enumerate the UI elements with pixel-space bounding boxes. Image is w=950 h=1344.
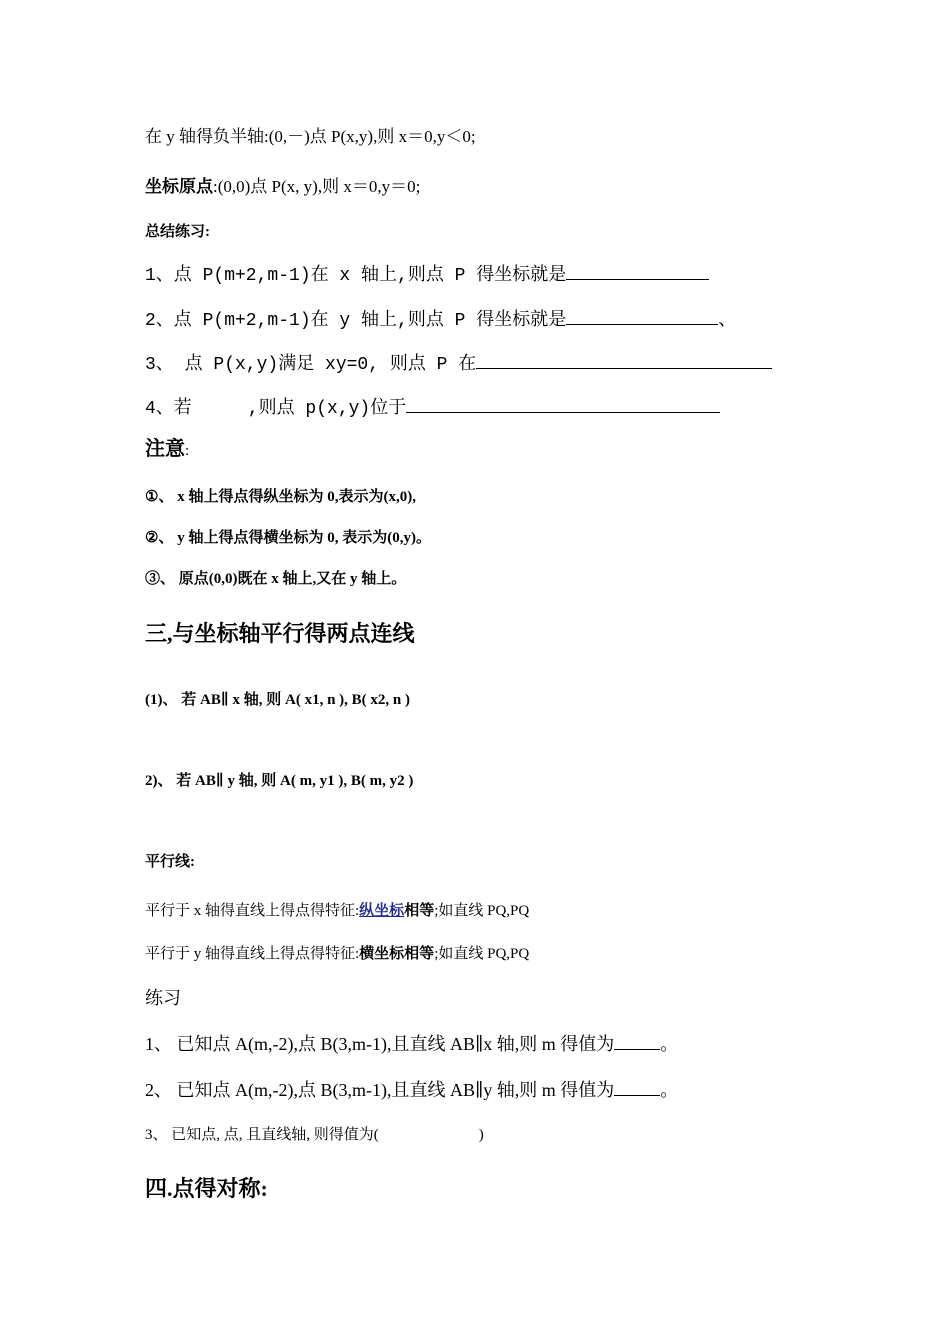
note-title-text: 注意 (145, 438, 185, 460)
summary-title: 总结练习: (145, 224, 210, 240)
answer-blank-3[interactable] (476, 352, 772, 369)
origin-label: 坐标原点 (145, 177, 213, 196)
vertical-coordinate-link[interactable]: 纵坐标 (359, 903, 405, 919)
exercise-1-tail: 。 (660, 1034, 679, 1054)
exercise-3-close: ) (478, 1127, 484, 1143)
note-title-colon: : (185, 443, 190, 459)
parallel-y-equal: 横坐标相等 (359, 946, 435, 962)
note-3: ③、 原点(0,0)既在 x 轴上,又在 y 轴上。 (145, 571, 407, 587)
exercise-1-text: 1、 已知点 A(m,-2),点 B(3,m-1),且直线 AB∥x 轴,则 m 得值为 (145, 1034, 615, 1054)
question-3-text: 3、 点 P(x,y)满足 xy=0, 则点 P 在 (145, 355, 477, 375)
question-4-text-a: 4、若 (145, 399, 192, 419)
parallel-x-rule: (1)、 若 AB∥ x 轴, 则 A( x1, n ), B( x2, n ) (145, 692, 411, 708)
question-4 (145, 396, 720, 421)
exercise-3-text: 3、 已知点, 点, 且直线轴, 则得值为( (145, 1127, 379, 1143)
parallel-y-feature-text: 平行于 y 轴得直线上得点得特征: (145, 946, 360, 962)
parallel-x-feature (145, 902, 529, 920)
section-4-title: 四.点得对称: (145, 1176, 268, 1201)
parallel-y-example: ;如直线 PQ,PQ (434, 946, 530, 962)
exercise-2-text: 2、 已知点 A(m,-2),点 B(3,m-1),且直线 AB∥y 轴,则 m 得值为 (145, 1080, 615, 1100)
section-3-title: 三,与坐标轴平行得两点连线 (145, 621, 415, 646)
question-2-text: 2、点 P(m+2,m-1)在 y 轴上,则点 P 得坐标就是 (145, 311, 567, 331)
note-title (145, 437, 189, 461)
exercise-2-tail: 。 (660, 1080, 679, 1100)
exercise-2 (145, 1079, 678, 1102)
answer-blank-4[interactable] (406, 396, 720, 413)
note-2: ②、 y 轴上得点得横坐标为 0, 表示为(0,y)。 (145, 530, 431, 546)
answer-blank-2[interactable] (566, 308, 718, 325)
question-1-text: 1、点 P(m+2,m-1)在 x 轴上,则点 P 得坐标就是 (145, 266, 567, 286)
parallel-y-rule: 2)、 若 AB∥ y 轴, 则 A( m, y1 ), B( m, y2 ) (145, 773, 414, 789)
parallel-x-equal: 相等 (404, 903, 435, 919)
y-negative-axis-line: 在 y 轴得负半轴:(0,－)点 P(x,y),则 x＝0,y＜0; (145, 127, 476, 146)
exercise-title: 练习 (145, 988, 181, 1008)
parallel-x-example: ;如直线 PQ,PQ (434, 903, 530, 919)
exercise-1 (145, 1033, 678, 1056)
parallel-x-feature-text: 平行于 x 轴得直线上得点得特征: (145, 903, 360, 919)
parallel-y-feature (145, 945, 529, 963)
exercise-blank-2[interactable] (614, 1079, 660, 1096)
question-1 (145, 263, 709, 288)
parallel-title: 平行线: (145, 854, 195, 870)
note-1: ①、 x 轴上得点得纵坐标为 0,表示为(x,0), (145, 489, 416, 505)
question-2-tail: 、 (718, 311, 737, 331)
exercise-blank-1[interactable] (614, 1033, 660, 1050)
question-2 (145, 308, 736, 333)
exercise-3 (145, 1126, 484, 1144)
question-4-text-b: ,则点 p(x,y)位于 (247, 399, 407, 419)
question-3 (145, 352, 772, 377)
origin-text: :(0,0)点 P(x, y),则 x＝0,y＝0; (213, 177, 421, 196)
origin-line (145, 177, 420, 197)
answer-blank-1[interactable] (566, 263, 709, 280)
